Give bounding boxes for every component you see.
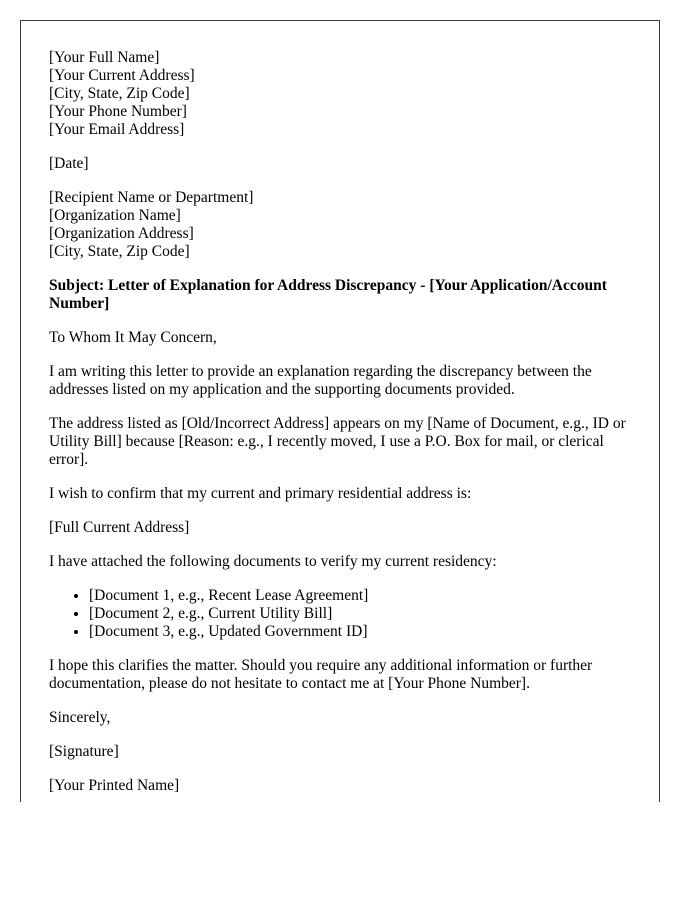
- signature: [Signature]: [49, 743, 119, 760]
- printed-name: [Your Printed Name]: [49, 777, 180, 794]
- confirm-paragraph: I wish to confirm that my current and primary residential address is:: [49, 485, 472, 502]
- attached-paragraph: I have attached the following documents to verify my current residency:: [49, 553, 497, 570]
- recipient-organization-address: [Organization Address]: [49, 225, 194, 242]
- current-address-paragraph: [Full Current Address]: [49, 519, 190, 536]
- intro-paragraph: I am writing this letter to provide an explanation regarding the discrepancy between the addresses listed on my application and the supporting documents provided.: [49, 363, 592, 398]
- recipient-block: [49, 189, 634, 261]
- sender-city-state-zip: [City, State, Zip Code]: [49, 85, 190, 102]
- document-list: [49, 587, 634, 641]
- list-item: • [Document 3, e.g., Updated Government ID]: [89, 623, 634, 641]
- subject-line: Subject: Letter of Explanation for Address Discrepancy - [Your Application/Account Number]: [49, 277, 607, 312]
- sender-address: [Your Current Address]: [49, 67, 195, 84]
- sender-email: [Your Email Address]: [49, 121, 185, 138]
- recipient-name: [Recipient Name or Department]: [49, 189, 254, 206]
- recipient-organization: [Organization Name]: [49, 207, 181, 224]
- letter-body: [49, 49, 634, 811]
- closing-paragraph: I hope this clarifies the matter. Should you require any additional information or further documentation, please do not hesitate to contact me at [Your Phone Number].: [49, 657, 593, 692]
- reason-paragraph: The address listed as [Old/Incorrect Address] appears on my [Name of Document, e.g., ID or Utility Bill] because [Reason: e.g., I recently moved, I use a P.O. Box for mail, or clerical error].: [49, 415, 626, 468]
- valediction: Sincerely,: [49, 709, 111, 726]
- letter-date: [Date]: [49, 155, 89, 172]
- salutation: To Whom It May Concern,: [49, 329, 217, 346]
- letter-page: [20, 20, 660, 802]
- sender-block: [49, 49, 634, 139]
- list-item: • [Document 2, e.g., Current Utility Bill]: [89, 605, 634, 623]
- sender-phone: [Your Phone Number]: [49, 103, 187, 120]
- list-item: • [Document 1, e.g., Recent Lease Agreement]: [89, 587, 634, 605]
- recipient-city-state-zip: [City, State, Zip Code]: [49, 243, 190, 260]
- date-line: [49, 155, 634, 173]
- sender-name: [Your Full Name]: [49, 49, 160, 66]
